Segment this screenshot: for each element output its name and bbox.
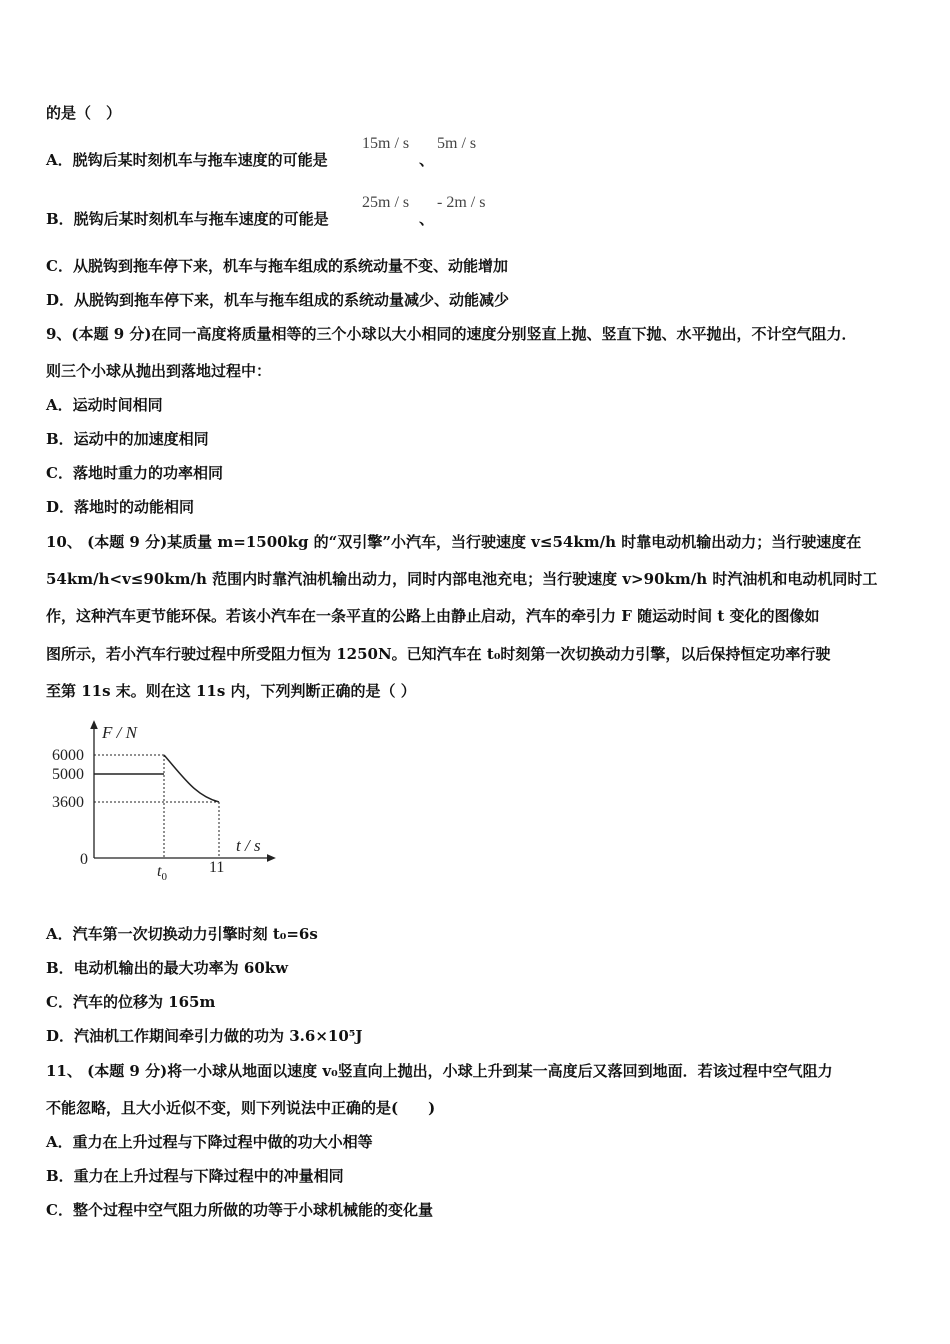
question-10-line-5: 至第 11s 末。则在这 11s 内，下列判断正确的是（ ） xyxy=(46,682,416,700)
x-tick-t0 xyxy=(157,863,167,883)
option-9c: C．落地时重力的功率相同 xyxy=(46,464,223,482)
option-8a-value-2: 5m / s xyxy=(437,135,477,152)
line-q8-stem-end: 的是（ ） xyxy=(46,104,122,122)
option-9b: B．运动中的加速度相同 xyxy=(46,430,209,448)
x-tick-t0-main: t xyxy=(157,863,162,880)
option-8a-value-1: 15m / s xyxy=(362,135,410,152)
y-tick-6000: 6000 xyxy=(52,747,84,764)
question-10-line-4: 图所示，若小汽车行驶过程中所受阻力恒为 1250N。已知汽车在 t₀时刻第一次切换动力引擎，以后保持恒定功率行驶 xyxy=(46,645,831,663)
option-11b: B．重力在上升过程与下降过程中的冲量相同 xyxy=(46,1167,344,1185)
question-9-line-2: 则三个小球从抛出到落地过程中： xyxy=(46,362,272,380)
option-10b: B．电动机输出的最大功率为 60kw xyxy=(46,959,289,977)
option-10c: C．汽车的位移为 165m xyxy=(46,993,216,1011)
option-8a-text: A．脱钩后某时刻机车与拖车速度的可能是 xyxy=(46,151,328,169)
question-10-line-2: 54km/h<v≤90km/h 范围内时靠汽油机输出动力，同时内部电池充电；当行驶速度 v>90km/h 时汽油机和电动机同时工 xyxy=(46,570,878,588)
option-10a: A．汽车第一次切换动力引擎时刻 t₀=6s xyxy=(46,925,318,943)
force-time-chart xyxy=(44,718,284,888)
y-tick-3600: 3600 xyxy=(52,794,84,811)
option-8b-text: B．脱钩后某时刻机车与拖车速度的可能是 xyxy=(46,210,329,228)
question-10-line-1: 10、 (本题 9 分)某质量 m=1500kg 的“双引擎”小汽车，当行驶速度 v≤54km/h 时靠电动机输出动力；当行驶速度在 xyxy=(46,533,862,551)
question-11-line-1: 11、 (本题 9 分)将一小球从地面以速度 v₀竖直向上抛出，小球上升到某一高度后又落回到地面．若该过程中空气阻力 xyxy=(46,1062,833,1080)
y-tick-5000: 5000 xyxy=(52,766,84,783)
y-axis-label: F / N xyxy=(102,723,137,742)
option-8c: C．从脱钩到拖车停下来，机车与拖车组成的系统动量不变、动能增加 xyxy=(46,257,508,275)
option-8a xyxy=(46,149,328,170)
option-8b-value-2: - 2m / s xyxy=(437,194,486,211)
option-8b-sep: 、 xyxy=(419,210,435,228)
question-9-line-1: 9、(本题 9 分)在同一高度将质量相等的三个小球以大小相同的速度分别竖直上抛、竖直下抛、水平抛出，不计空气阻力． xyxy=(46,325,857,343)
option-9a: A．运动时间相同 xyxy=(46,396,163,414)
option-8b-value-1: 25m / s xyxy=(362,194,410,211)
question-10-line-3: 作，这种汽车更节能环保。若该小汽车在一条平直的公路上由静止启动，汽车的牵引力 F 随运动时间 t 变化的图像如 xyxy=(46,607,820,625)
option-8d: D．从脱钩到拖车停下来，机车与拖车组成的系统动量减少、动能减少 xyxy=(46,291,510,309)
x-tick-t0-sub: 0 xyxy=(161,871,167,883)
x-tick-11: 11 xyxy=(209,859,225,876)
origin-label: 0 xyxy=(80,851,88,868)
option-11a: A．重力在上升过程与下降过程中做的功大小相等 xyxy=(46,1133,373,1151)
series-power-curve xyxy=(164,755,219,802)
option-8b xyxy=(46,208,329,229)
question-11-line-2: 不能忽略，且大小近似不变，则下列说法中正确的是( ) xyxy=(46,1099,436,1117)
x-axis-label: t / s xyxy=(236,836,261,855)
option-11c: C．整个过程中空气阻力所做的功等于小球机械能的变化量 xyxy=(46,1201,433,1219)
option-8a-sep: 、 xyxy=(419,151,435,169)
option-9d: D．落地时的动能相同 xyxy=(46,498,195,516)
option-10d: D．汽油机工作期间牵引力做的功为 3.6×10⁵J xyxy=(46,1027,363,1045)
